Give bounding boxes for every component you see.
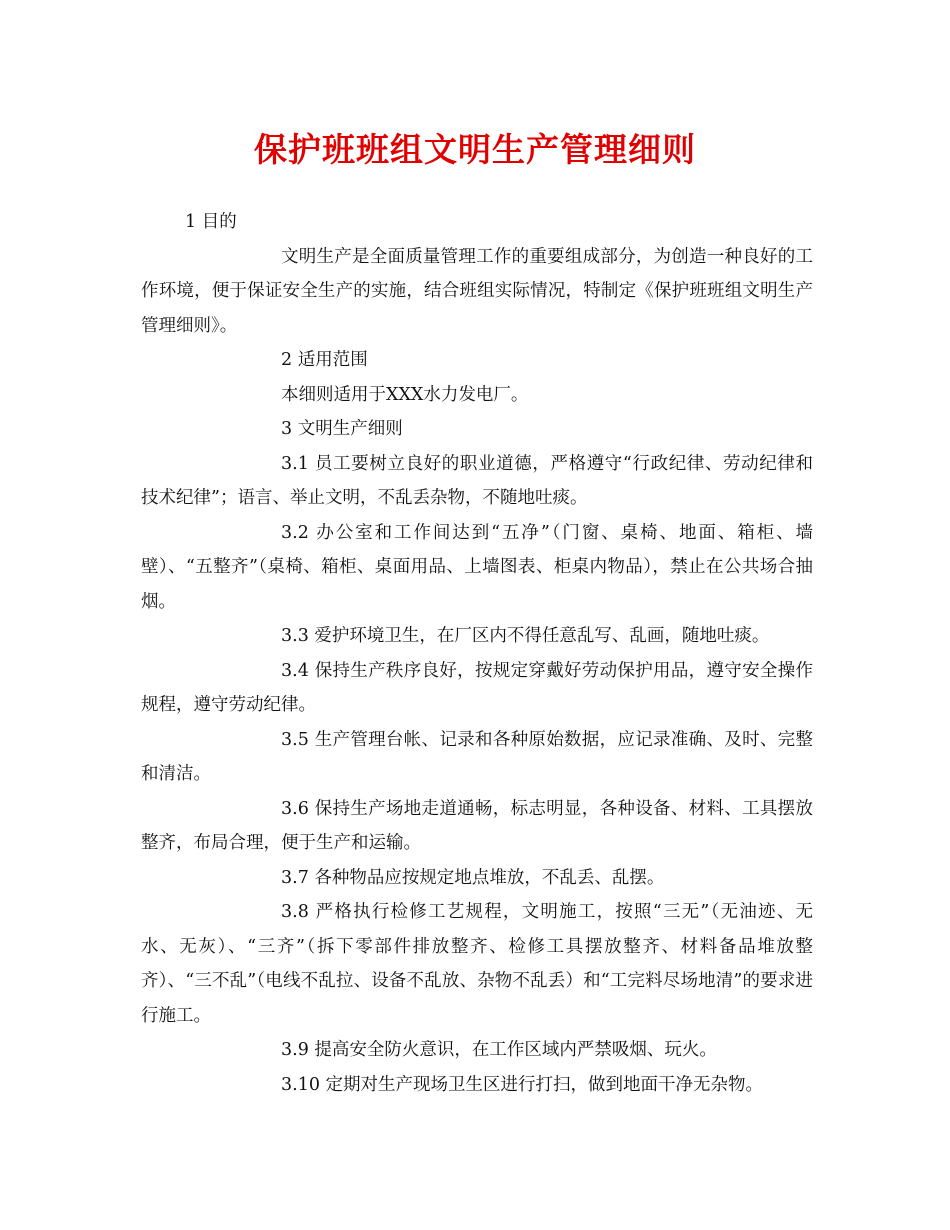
rule-item: 3.7 各种物品应按规定地点堆放，不乱丢、乱摆。 — [281, 867, 665, 888]
section-body-scope: 本细则适用于XXX水力发电厂。 — [281, 384, 529, 405]
rule-item: 3.10 定期对生产现场卫生区进行打扫，做到地面干净无杂物。 — [281, 1074, 764, 1095]
section-heading-purpose: 1 目的 — [185, 212, 237, 232]
rule-item: 3.4 保持生产秩序良好，按规定穿戴好劳动保护用品，遵守安全操作规程，遵守劳动纪律。 — [141, 660, 813, 715]
section-heading-scope: 2 适用范围 — [281, 350, 368, 370]
rule-item: 3.3 爱护环境卫生，在厂区内不得任意乱写、乱画，随地吐痰。 — [281, 626, 770, 646]
document-body — [141, 205, 813, 1102]
section-heading-rules: 3 文明生产细则 — [281, 419, 403, 439]
rule-item: 3.8 严格执行检修工艺规程，文明施工，按照“三无”（无油迹、无水、无灰）、“三齐”（拆下零部件排放整齐、检修工具摆放整齐、材料备品堆放整齐）、“三不乱”（电线不乱拉、设备不乱放、杂物不乱丢）和“工完料尽场地清”的要求进行施工。 — [141, 902, 813, 1026]
section-body-purpose: 文明生产是全面质量管理工作的重要组成部分，为创造一种良好的工作环境，便于保证安全生产的实施，结合班组实际情况，特制定《保护班班组文明生产管理细则》。 — [141, 246, 813, 336]
rule-item: 3.9 提高安全防火意识，在工作区域内严禁吸烟、玩火。 — [281, 1040, 717, 1060]
rule-item: 3.2 办公室和工作间达到“五净”（门窗、桌椅、地面、箱柜、墙壁）、“五整齐”（桌椅、箱柜、桌面用品、上墙图表、柜桌内物品），禁止在公共场合抽烟。 — [141, 522, 813, 612]
document-title: 保护班班组文明生产管理细则 — [254, 130, 696, 169]
rule-item: 3.5 生产管理台帐、记录和各种原始数据，应记录准确、及时、完整和清洁。 — [141, 729, 813, 784]
rule-item: 3.1 员工要树立良好的职业道德，严格遵守“行政纪律、劳动纪律和技术纪律”；语言、举止文明，不乱丢杂物，不随地吐痰。 — [141, 453, 813, 508]
rule-item: 3.6 保持生产场地走道通畅，标志明显，各种设备、材料、工具摆放整齐，布局合理，便于生产和运输。 — [141, 798, 813, 853]
